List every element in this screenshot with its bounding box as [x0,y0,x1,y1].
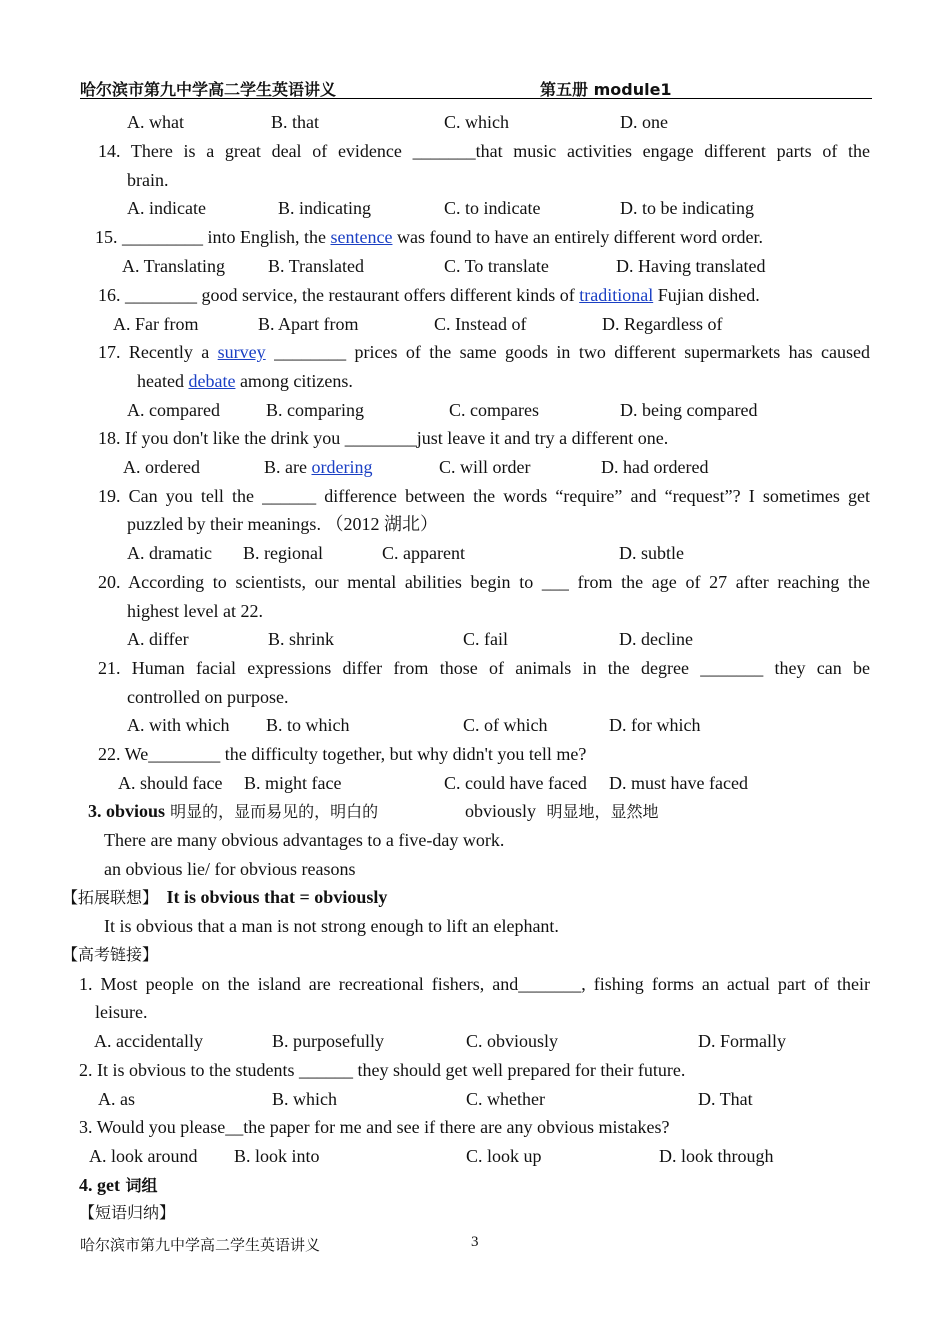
q18-stem: 18. If you don't like the drink you ________just leave it and try a different one. [98,428,669,448]
q20-option-a: A. differ [127,629,189,649]
g1-option-d: D. Formally [698,1031,786,1051]
q20-option-b: B. shrink [268,629,335,649]
g3-option-d: D. look through [659,1146,774,1166]
obviously-word: obviously [465,801,537,821]
q13-option-d: D. one [620,112,668,132]
g2-option-d: D. That [698,1089,753,1109]
q21-option-b: B. to which [266,715,350,735]
q17-link-debate[interactable]: debate [188,371,236,391]
get-heading-cn: 词组 [119,1176,158,1195]
q14-option-d: D. to be indicating [620,198,754,218]
header-title-right: 第五册 module1 [540,80,672,99]
q17-stem-cont-pre: heated [137,371,189,391]
q15-option-b: B. Translated [268,256,365,276]
q18-option-d: D. had ordered [601,457,709,477]
q18-option-c: C. will order [439,457,531,477]
q17-option-c: C. compares [449,400,539,420]
q19-option-c: C. apparent [382,543,465,563]
q18-link-ordering[interactable]: ordering [311,457,373,477]
g2-option-b: B. which [272,1089,337,1109]
expand-label: 【拓展联想】 [62,888,159,907]
q14-option-c: C. to indicate [444,198,541,218]
q14-stem: 14. There is a great deal of evidence _______that music activities engage different parts of the [98,141,870,161]
q15-option-d: D. Having translated [616,256,766,276]
q20-option-c: C. fail [463,629,508,649]
header-rule [80,98,872,99]
expand-text: It is obvious that = obviously [166,887,388,907]
q15-option-c: C. To translate [444,256,549,276]
q21-stem-cont: controlled on purpose. [127,687,289,707]
q13-option-a: A. what [127,112,184,132]
q15-link-sentence[interactable]: sentence [330,227,393,247]
get-heading-word: 4. get [79,1175,120,1195]
q17-stem-post: ________ prices of the same goods in two different supermarkets has caused [265,342,870,362]
g1-stem: 1. Most people on the island are recreational fishers, and_______, fishing forms an actual part of their [79,974,870,994]
q18-option-a: A. ordered [123,457,200,477]
expand-section [62,886,387,909]
obvious-heading [88,800,378,823]
q22-option-b: B. might face [244,773,342,793]
q18-option-b [264,456,372,478]
q21-stem: 21. Human facial expressions differ from those of animals in the degree _______ they can be [98,658,870,678]
q16-option-a: A. Far from [113,314,199,334]
page-number: 3 [471,1234,479,1250]
q21-option-a: A. with which [127,715,230,735]
g1-option-a: A. accidentally [94,1031,203,1051]
q19-option-d: D. subtle [619,543,684,563]
g3-option-c: C. look up [466,1146,542,1166]
obvious-heading-cn: 明显的，显而易见的，明白的 [165,802,379,821]
q17-stem-cont-post: among citizens. [235,371,353,391]
obvious-example-2: an obvious lie/ for obvious reasons [104,859,356,879]
q13-option-c: C. which [444,112,509,132]
q15-stem-post: was found to have an entirely different word order. [392,227,764,247]
q16-stem-post: Fujian dished. [653,285,760,305]
q22-option-d: D. must have faced [609,773,748,793]
q15-option-a: A. Translating [122,256,226,276]
get-heading [79,1174,158,1197]
g3-stem: 3. Would you please__the paper for me and see if there are any obvious mistakes? [79,1117,670,1137]
q17-link-survey[interactable]: survey [217,342,266,362]
q17-option-d: D. being compared [620,400,758,420]
q20-option-d: D. decline [619,629,693,649]
gaokao-link-label: 【高考链接】 [62,945,159,964]
q18-option-b-pre: B. are [264,457,312,477]
obviously-entry [465,800,659,823]
q17-option-b: B. comparing [266,400,364,420]
q20-stem: 20. According to scientists, our mental abilities begin to ___ from the age of 27 after reaching the [98,572,870,592]
q14-option-a: A. indicate [127,198,206,218]
q21-option-c: C. of which [463,715,548,735]
q19-stem-cont: puzzled by their meanings. （2012 湖北） [127,514,438,534]
obviously-cn: 明显地，显然地 [546,802,659,821]
q17-option-a: A. compared [127,400,220,420]
q16-option-b: B. Apart from [258,314,359,334]
q17-stem [98,341,870,363]
g3-option-b: B. look into [234,1146,320,1166]
q14-option-b: B. indicating [278,198,371,218]
q21-option-d: D. for which [609,715,701,735]
header-title-left: 哈尔滨市第九中学高二学生英语讲义 [80,80,337,99]
obvious-heading-word: 3. obvious [88,801,166,821]
q19-option-a: A. dramatic [127,543,212,563]
obvious-example-3: It is obvious that a man is not strong enough to lift an elephant. [104,916,559,936]
g2-option-c: C. whether [466,1089,545,1109]
q15-stem-pre: 15. _________ into English, the [95,227,331,247]
g3-option-a: A. look around [89,1146,198,1166]
g2-option-a: A. as [98,1089,135,1109]
g1-stem-cont: leisure. [95,1002,148,1022]
q15-stem [95,226,763,248]
q16-stem-pre: 16. ________ good service, the restaurant offers different kinds of [98,285,580,305]
q20-stem-cont: highest level at 22. [127,601,263,621]
q16-option-c: C. Instead of [434,314,527,334]
q17-stem-pre: 17. Recently a [98,342,218,362]
q13-option-b: B. that [271,112,319,132]
q16-stem [98,284,760,306]
q16-option-d: D. Regardless of [602,314,723,334]
g1-option-b: B. purposefully [272,1031,384,1051]
q22-option-c: C. could have faced [444,773,587,793]
footer-title: 哈尔滨市第九中学高二学生英语讲义 [80,1236,321,1254]
q22-option-a: A. should face [118,773,223,793]
obvious-example-1: There are many obvious advantages to a five-day work. [104,830,505,850]
q22-stem: 22. We________ the difficulty together, but why didn't you tell me? [98,744,587,764]
g2-stem: 2. It is obvious to the students ______ they should get well prepared for their future. [79,1060,686,1080]
q19-option-b: B. regional [243,543,323,563]
g1-option-c: C. obviously [466,1031,559,1051]
phrase-summary-label: 【短语归纳】 [79,1203,176,1222]
q19-stem: 19. Can you tell the ______ difference between the words “require” and “request”? I sometimes get [98,486,870,506]
q14-stem-cont: brain. [127,170,169,190]
q16-link-traditional[interactable]: traditional [579,285,654,305]
q17-stem-cont [137,370,353,392]
